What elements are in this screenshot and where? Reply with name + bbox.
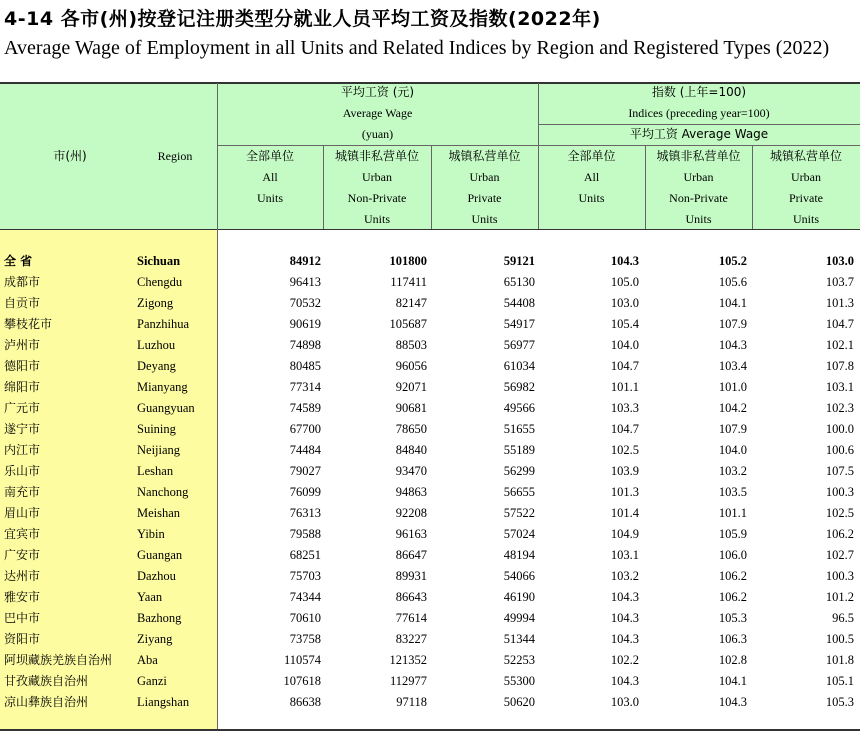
wage-urban-private: 51655 bbox=[503, 422, 535, 436]
index-urban-private: 105.1 bbox=[825, 674, 854, 688]
header-idx-private-en2: Private bbox=[789, 191, 823, 205]
header-private-cn: 城镇私营单位 bbox=[448, 149, 521, 163]
index-all-units: 103.9 bbox=[610, 464, 639, 478]
wage-urban-non-private: 96163 bbox=[395, 527, 427, 541]
wage-all-units: 80485 bbox=[289, 359, 321, 373]
region-en: Yibin bbox=[137, 527, 165, 541]
index-all-units: 101.3 bbox=[610, 485, 639, 499]
index-urban-private: 100.3 bbox=[825, 485, 854, 499]
index-urban-non-private: 104.2 bbox=[718, 401, 747, 415]
region-en: Luzhou bbox=[137, 338, 176, 352]
index-urban-non-private: 103.4 bbox=[718, 359, 747, 373]
table-row bbox=[0, 377, 860, 398]
header-avg-wage-unit: (yuan) bbox=[361, 127, 394, 141]
index-all-units: 105.0 bbox=[610, 275, 639, 289]
header-city-cn: 市(州) bbox=[53, 149, 87, 163]
table-title-english: Average Wage of Employment in all Units and Related Indices by Region and Registered Types (2022) bbox=[4, 37, 830, 59]
index-all-units: 102.2 bbox=[610, 653, 639, 667]
header-non-private-en1: Urban bbox=[362, 170, 392, 184]
wage-all-units: 90619 bbox=[289, 317, 321, 331]
region-cn: 广元市 bbox=[4, 401, 41, 415]
index-urban-private: 104.7 bbox=[825, 317, 854, 331]
wage-all-units: 67700 bbox=[289, 422, 321, 436]
wage-urban-non-private: 83227 bbox=[395, 632, 427, 646]
region-cn: 眉山市 bbox=[4, 506, 41, 520]
wage-urban-non-private: 117411 bbox=[390, 275, 427, 289]
index-all-units: 104.3 bbox=[610, 674, 639, 688]
table-row bbox=[0, 566, 860, 587]
wage-urban-private: 49994 bbox=[503, 611, 535, 625]
index-urban-private: 102.3 bbox=[825, 401, 854, 415]
header-idx-non-private-en2: Non-Private bbox=[669, 191, 728, 205]
table-row bbox=[0, 650, 860, 671]
index-urban-private: 103.0 bbox=[825, 254, 854, 268]
region-cn: 乐山市 bbox=[4, 464, 41, 478]
wage-all-units: 107618 bbox=[283, 674, 321, 688]
index-all-units: 101.1 bbox=[610, 380, 639, 394]
table-row bbox=[0, 587, 860, 608]
index-urban-non-private: 103.5 bbox=[718, 485, 747, 499]
index-urban-non-private: 104.3 bbox=[718, 695, 747, 709]
index-urban-non-private: 106.3 bbox=[718, 632, 747, 646]
wage-urban-non-private: 97118 bbox=[396, 695, 427, 709]
wage-all-units: 79027 bbox=[289, 464, 321, 478]
index-all-units: 104.3 bbox=[610, 611, 639, 625]
index-urban-private: 96.5 bbox=[832, 611, 854, 625]
index-urban-private: 100.0 bbox=[825, 422, 854, 436]
region-cn: 绵阳市 bbox=[4, 380, 41, 394]
table-row bbox=[0, 398, 860, 419]
wage-all-units: 74484 bbox=[289, 443, 321, 457]
header-idx-private-en3: Units bbox=[792, 212, 819, 226]
wage-all-units: 96413 bbox=[289, 275, 321, 289]
index-urban-non-private: 106.0 bbox=[718, 548, 747, 562]
index-urban-private: 100.6 bbox=[825, 443, 854, 457]
header-private-en3: Units bbox=[471, 212, 498, 226]
region-en: Panzhihua bbox=[137, 317, 190, 331]
wage-all-units: 84912 bbox=[289, 254, 321, 268]
index-urban-non-private: 104.0 bbox=[718, 443, 747, 457]
region-cn: 广安市 bbox=[4, 548, 41, 562]
header-idx-non-private-en3: Units bbox=[685, 212, 712, 226]
header-idx-private-en1: Urban bbox=[791, 170, 821, 184]
table-row bbox=[0, 692, 860, 713]
index-urban-private: 100.5 bbox=[825, 632, 854, 646]
wage-urban-private: 55300 bbox=[503, 674, 535, 688]
region-en: Liangshan bbox=[137, 695, 190, 709]
region-cn: 雅安市 bbox=[4, 590, 41, 604]
region-en: Deyang bbox=[137, 359, 176, 373]
wage-all-units: 73758 bbox=[289, 632, 321, 646]
index-all-units: 105.4 bbox=[610, 317, 639, 331]
region-cn: 宜宾市 bbox=[4, 527, 41, 541]
index-urban-private: 103.7 bbox=[825, 275, 854, 289]
wage-urban-private: 52253 bbox=[503, 653, 535, 667]
wage-all-units: 79588 bbox=[289, 527, 321, 541]
wage-urban-non-private: 105687 bbox=[389, 317, 427, 331]
table-row bbox=[0, 419, 860, 440]
index-urban-non-private: 106.2 bbox=[718, 590, 747, 604]
region-cn: 遂宁市 bbox=[4, 422, 41, 436]
index-urban-private: 103.1 bbox=[825, 380, 854, 394]
index-urban-non-private: 107.9 bbox=[718, 317, 747, 331]
header-idx-all-units-en1: All bbox=[583, 170, 600, 184]
table-row bbox=[0, 545, 860, 566]
table-row bbox=[0, 524, 860, 545]
index-urban-non-private: 104.1 bbox=[718, 674, 747, 688]
index-urban-non-private: 102.8 bbox=[718, 653, 747, 667]
table-row bbox=[0, 503, 860, 524]
header-private-en2: Private bbox=[467, 191, 502, 205]
index-all-units: 104.0 bbox=[610, 338, 639, 352]
table-row bbox=[0, 461, 860, 482]
wage-urban-private: 54066 bbox=[503, 569, 535, 583]
index-urban-private: 100.3 bbox=[825, 569, 854, 583]
wage-urban-non-private: 86643 bbox=[395, 590, 427, 604]
table-row bbox=[0, 608, 860, 629]
wage-urban-non-private: 88503 bbox=[395, 338, 427, 352]
header-all-units-en2: Units bbox=[256, 191, 283, 205]
region-cn: 德阳市 bbox=[4, 359, 41, 373]
table-row bbox=[0, 671, 860, 692]
index-urban-non-private: 104.3 bbox=[718, 338, 747, 352]
header-non-private-en3: Units bbox=[363, 212, 390, 226]
wage-urban-non-private: 92071 bbox=[395, 380, 427, 394]
region-cn: 自贡市 bbox=[4, 296, 41, 310]
table-row bbox=[0, 440, 860, 461]
index-all-units: 104.3 bbox=[610, 254, 639, 268]
wage-all-units: 76099 bbox=[289, 485, 321, 499]
header-idx-private-cn: 城镇私营单位 bbox=[769, 149, 842, 163]
wage-urban-non-private: 82147 bbox=[395, 296, 427, 310]
wage-urban-non-private: 101800 bbox=[389, 254, 427, 268]
header-idx-all-units-cn: 全部单位 bbox=[567, 149, 616, 163]
index-urban-non-private: 101.0 bbox=[718, 380, 747, 394]
index-all-units: 104.3 bbox=[610, 632, 639, 646]
region-cn: 全 省 bbox=[4, 254, 33, 268]
table-title-chinese: 4-14 各市(州)按登记注册类型分就业人员平均工资及指数(2022年) bbox=[4, 8, 601, 30]
region-en: Dazhou bbox=[137, 569, 176, 583]
wage-all-units: 74344 bbox=[289, 590, 321, 604]
region-en: Chengdu bbox=[137, 275, 183, 289]
wage-urban-non-private: 121352 bbox=[389, 653, 427, 667]
wage-urban-private: 57522 bbox=[503, 506, 535, 520]
index-urban-non-private: 105.6 bbox=[718, 275, 747, 289]
wage-all-units: 86638 bbox=[289, 695, 321, 709]
wage-all-units: 74589 bbox=[289, 401, 321, 415]
region-cn: 达州市 bbox=[4, 569, 41, 583]
wage-urban-private: 56655 bbox=[503, 485, 535, 499]
wage-urban-private: 57024 bbox=[503, 527, 535, 541]
index-all-units: 103.0 bbox=[610, 695, 639, 709]
header-region-en: Region bbox=[157, 149, 193, 163]
wage-urban-private: 51344 bbox=[503, 632, 535, 646]
region-en: Leshan bbox=[137, 464, 174, 478]
wage-urban-non-private: 96056 bbox=[395, 359, 427, 373]
index-all-units: 104.9 bbox=[610, 527, 639, 541]
wage-urban-private: 65130 bbox=[503, 275, 535, 289]
wage-all-units: 70610 bbox=[289, 611, 321, 625]
wage-urban-non-private: 92208 bbox=[395, 506, 427, 520]
region-cn: 甘孜藏族自治州 bbox=[4, 674, 89, 688]
wage-urban-private: 48194 bbox=[503, 548, 535, 562]
region-en: Zigong bbox=[137, 296, 174, 310]
wage-urban-private: 56299 bbox=[503, 464, 535, 478]
region-cn: 巴中市 bbox=[4, 611, 41, 625]
index-all-units: 103.1 bbox=[610, 548, 639, 562]
index-all-units: 104.3 bbox=[610, 590, 639, 604]
wage-urban-non-private: 86647 bbox=[395, 548, 427, 562]
header-all-units-en1: All bbox=[262, 170, 278, 184]
index-all-units: 103.3 bbox=[610, 401, 639, 415]
table-row bbox=[0, 356, 860, 377]
wage-urban-non-private: 89931 bbox=[395, 569, 427, 583]
region-en: Ganzi bbox=[137, 674, 167, 688]
index-all-units: 104.7 bbox=[610, 422, 639, 436]
region-cn: 成都市 bbox=[4, 275, 41, 289]
index-urban-private: 105.3 bbox=[825, 695, 854, 709]
wage-urban-private: 55189 bbox=[503, 443, 535, 457]
header-index-sub: 平均工资 Average Wage bbox=[629, 127, 769, 141]
wage-urban-private: 59121 bbox=[503, 254, 535, 268]
header-index-en: Indices (preceding year=100) bbox=[628, 106, 770, 120]
wage-urban-non-private: 90681 bbox=[395, 401, 427, 415]
index-all-units: 102.5 bbox=[610, 443, 639, 457]
wage-urban-private: 56977 bbox=[503, 338, 535, 352]
region-cn: 攀枝花市 bbox=[4, 317, 53, 331]
wage-all-units: 75703 bbox=[289, 569, 321, 583]
wage-urban-private: 61034 bbox=[503, 359, 535, 373]
wage-all-units: 76313 bbox=[289, 506, 321, 520]
wage-all-units: 77314 bbox=[289, 380, 321, 394]
wage-all-units: 74898 bbox=[289, 338, 321, 352]
region-cn: 凉山彝族自治州 bbox=[4, 695, 89, 709]
wage-urban-private: 56982 bbox=[503, 380, 535, 394]
header-private-en1: Urban bbox=[469, 170, 500, 184]
region-cn: 资阳市 bbox=[4, 632, 41, 646]
index-urban-private: 102.1 bbox=[825, 338, 854, 352]
region-cn: 阿坝藏族羌族自治州 bbox=[4, 653, 113, 667]
index-urban-non-private: 106.2 bbox=[718, 569, 747, 583]
region-en: Nanchong bbox=[137, 485, 189, 499]
index-urban-private: 101.3 bbox=[825, 296, 854, 310]
region-en: Guangyuan bbox=[137, 401, 195, 415]
index-urban-private: 101.2 bbox=[825, 590, 854, 604]
index-urban-non-private: 101.1 bbox=[718, 506, 747, 520]
wage-urban-private: 49566 bbox=[503, 401, 535, 415]
wage-urban-non-private: 78650 bbox=[395, 422, 427, 436]
region-en: Ziyang bbox=[137, 632, 173, 646]
wage-urban-non-private: 84840 bbox=[395, 443, 427, 457]
index-urban-non-private: 104.1 bbox=[718, 296, 747, 310]
index-all-units: 104.7 bbox=[610, 359, 639, 373]
wage-urban-non-private: 112977 bbox=[389, 674, 427, 688]
table-row bbox=[0, 335, 860, 356]
wage-urban-non-private: 94863 bbox=[395, 485, 427, 499]
region-en: Meishan bbox=[137, 506, 181, 520]
index-urban-non-private: 105.9 bbox=[718, 527, 747, 541]
wage-all-units: 70532 bbox=[289, 296, 321, 310]
region-en: Bazhong bbox=[137, 611, 182, 625]
index-urban-private: 106.2 bbox=[825, 527, 854, 541]
region-en: Suining bbox=[137, 422, 176, 436]
index-urban-non-private: 105.3 bbox=[718, 611, 747, 625]
header-idx-non-private-cn: 城镇非私营单位 bbox=[656, 149, 741, 163]
wage-all-units: 110574 bbox=[283, 653, 321, 667]
region-en: Aba bbox=[137, 653, 158, 667]
index-urban-private: 102.5 bbox=[825, 506, 854, 520]
wage-urban-private: 50620 bbox=[503, 695, 535, 709]
region-cn: 泸州市 bbox=[4, 338, 41, 352]
region-en: Mianyang bbox=[137, 380, 188, 394]
region-en: Neijiang bbox=[137, 443, 181, 457]
index-all-units: 101.4 bbox=[610, 506, 639, 520]
index-urban-private: 107.8 bbox=[825, 359, 854, 373]
table-row bbox=[0, 314, 860, 335]
header-index-cn: 指数 (上年=100) bbox=[651, 85, 747, 99]
header-idx-non-private-en1: Urban bbox=[683, 170, 714, 184]
header-all-units-cn: 全部单位 bbox=[245, 149, 294, 163]
wage-urban-non-private: 77614 bbox=[395, 611, 427, 625]
table-row bbox=[0, 272, 860, 293]
header-non-private-en2: Non-Private bbox=[347, 191, 407, 205]
region-cn: 内江市 bbox=[4, 443, 41, 457]
table-row bbox=[0, 629, 860, 650]
wage-all-units: 68251 bbox=[289, 548, 321, 562]
index-all-units: 103.0 bbox=[610, 296, 639, 310]
index-urban-private: 102.7 bbox=[825, 548, 854, 562]
wage-urban-private: 46190 bbox=[503, 590, 535, 604]
wage-urban-private: 54408 bbox=[503, 296, 535, 310]
header-avg-wage-cn: 平均工资 (元) bbox=[340, 85, 415, 99]
table-row bbox=[0, 482, 860, 503]
region-cn: 南充市 bbox=[4, 485, 41, 499]
region-en: Yaan bbox=[137, 590, 163, 604]
index-all-units: 103.2 bbox=[610, 569, 639, 583]
region-en: Guangan bbox=[137, 548, 183, 562]
wage-urban-private: 54917 bbox=[503, 317, 535, 331]
header-avg-wage-en: Average Wage bbox=[342, 106, 413, 120]
index-urban-private: 107.5 bbox=[825, 464, 854, 478]
index-urban-private: 101.8 bbox=[825, 653, 854, 667]
region-en: Sichuan bbox=[137, 254, 181, 268]
index-urban-non-private: 107.9 bbox=[718, 422, 747, 436]
index-urban-non-private: 105.2 bbox=[718, 254, 747, 268]
table-row-total bbox=[0, 251, 860, 272]
table-row bbox=[0, 293, 860, 314]
index-urban-non-private: 103.2 bbox=[718, 464, 747, 478]
wage-urban-non-private: 93470 bbox=[395, 464, 427, 478]
header-idx-all-units-en2: Units bbox=[578, 191, 605, 205]
header-non-private-cn: 城镇非私营单位 bbox=[334, 149, 419, 163]
